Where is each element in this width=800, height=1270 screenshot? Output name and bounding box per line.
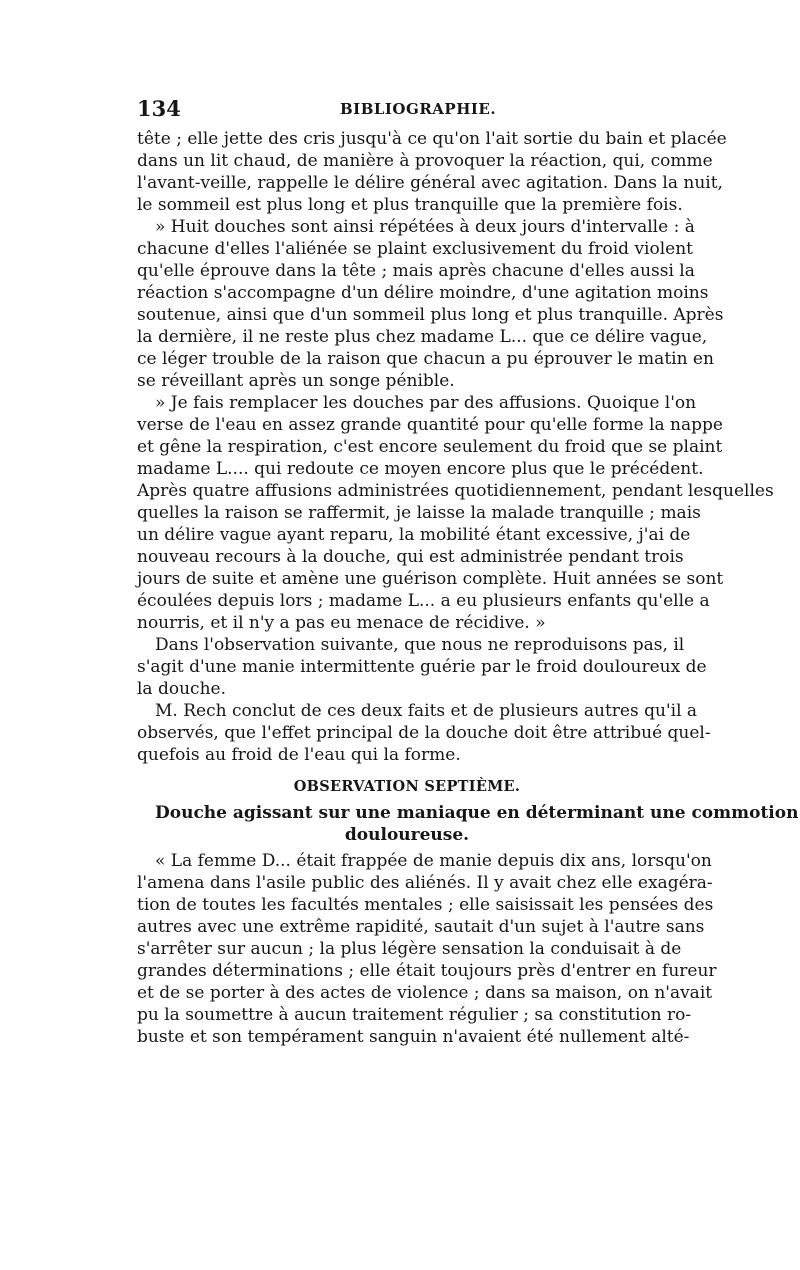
paragraph [137, 700, 711, 766]
text-line: quelles la raison se raffermit, je laisse la malade tranquille ; mais [137, 503, 701, 523]
text-line: tête ; elle jette des cris jusqu'à ce qu'on l'ait sortie du bain et placée [137, 129, 727, 149]
page-number: 134 [137, 96, 181, 121]
text-line: M. Rech conclut de ces deux faits et de plusieurs autres qu'il a [155, 701, 698, 721]
text-line: jours de suite et amène une guérison complète. Huit années se sont [137, 569, 724, 589]
text-line: s'agit d'une manie intermittente guérie par le froid douloureux de [137, 657, 707, 677]
text-line: soutenue, ainsi que d'un sommeil plus long et plus tranquille. Après [137, 305, 724, 325]
text-line: quefois au froid de l'eau qui la forme. [137, 745, 461, 765]
text-line: l'avant-veille, rappelle le délire général avec agitation. Dans la nuit, [137, 173, 723, 193]
text-line: et de se porter à des actes de violence ; dans sa maison, on n'avait [137, 983, 713, 1003]
text-line: ce léger trouble de la raison que chacun a pu éprouver le matin en [137, 349, 714, 369]
text-line: chacune d'elles l'aliénée se plaint exclusivement du froid violent [137, 239, 693, 259]
section-title: OBSERVATION SEPTIÈME. [293, 778, 521, 795]
text-line: douloureuse. [344, 825, 470, 845]
text-line: Dans l'observation suivante, que nous ne reproduisons pas, il [155, 635, 685, 655]
text-line: la douche. [137, 679, 226, 699]
text-line: un délire vague ayant reparu, la mobilité étant excessive, j'ai de [137, 525, 691, 545]
paragraph [137, 216, 724, 392]
paragraph [137, 850, 717, 1048]
paragraph [137, 128, 727, 216]
text-line: buste et son tempérament sanguin n'avaient été nullement alté- [137, 1027, 690, 1047]
text-line: réaction s'accompagne d'un délire moindre, d'une agitation moins [137, 283, 709, 303]
text-line: verse de l'eau en assez grande quantité pour qu'elle forme la nappe [137, 415, 723, 435]
paragraph [137, 634, 707, 700]
text-line: dans un lit chaud, de manière à provoquer la réaction, qui, comme [137, 151, 713, 171]
paragraph [137, 392, 774, 634]
text-line: » Je fais remplacer les douches par des affusions. Quoique l'on [155, 393, 697, 413]
text-line: pu la soumettre à aucun traitement régulier ; sa constitution ro- [137, 1005, 692, 1025]
text-line: le sommeil est plus long et plus tranquille que la première fois. [137, 195, 683, 215]
text-line: tion de toutes les facultés mentales ; elle saisissait les pensées des [137, 895, 714, 915]
section-subtitle [137, 802, 799, 846]
running-head: BIBLIOGRAPHIE. [340, 100, 497, 118]
text-line: et gêne la respiration, c'est encore seulement du froid que se plaint [137, 437, 723, 457]
text-line: écoulées depuis lors ; madame L... a eu plusieurs enfants qu'elle a [137, 591, 710, 611]
text-line: Douche agissant sur une maniaque en déterminant une commotion [155, 803, 799, 823]
text-line: qu'elle éprouve dans la tête ; mais après chacune d'elles aussi la [137, 261, 695, 281]
text-line: autres avec une extrême rapidité, sautait d'un sujet à l'autre sans [137, 917, 705, 937]
text-line: se réveillant après un songe pénible. [137, 371, 455, 391]
text-line: observés, que l'effet principal de la douche doit être attribué quel- [137, 723, 711, 743]
text-line: nouveau recours à la douche, qui est administrée pendant trois [137, 547, 684, 567]
page-body [137, 128, 799, 1048]
text-line: Après quatre affusions administrées quotidiennement, pendant lesquelles [137, 481, 774, 501]
text-line: » Huit douches sont ainsi répétées à deux jours d'intervalle : à [155, 217, 695, 237]
text-line: grandes déterminations ; elle était toujours près d'entrer en fureur [137, 961, 717, 981]
text-line: l'amena dans l'asile public des aliénés. Il y avait chez elle exagéra- [137, 873, 713, 893]
text-line: nourris, et il n'y a pas eu menace de récidive. » [137, 613, 546, 633]
text-line: la dernière, il ne reste plus chez madame L... que ce délire vague, [137, 327, 708, 347]
text-line: madame L.... qui redoute ce moyen encore plus que le précédent. [137, 459, 704, 479]
page-header [137, 96, 677, 126]
text-line: s'arrêter sur aucun ; la plus légère sensation la conduisait à de [137, 939, 682, 959]
text-line: « La femme D... était frappée de manie depuis dix ans, lorsqu'on [155, 851, 712, 871]
